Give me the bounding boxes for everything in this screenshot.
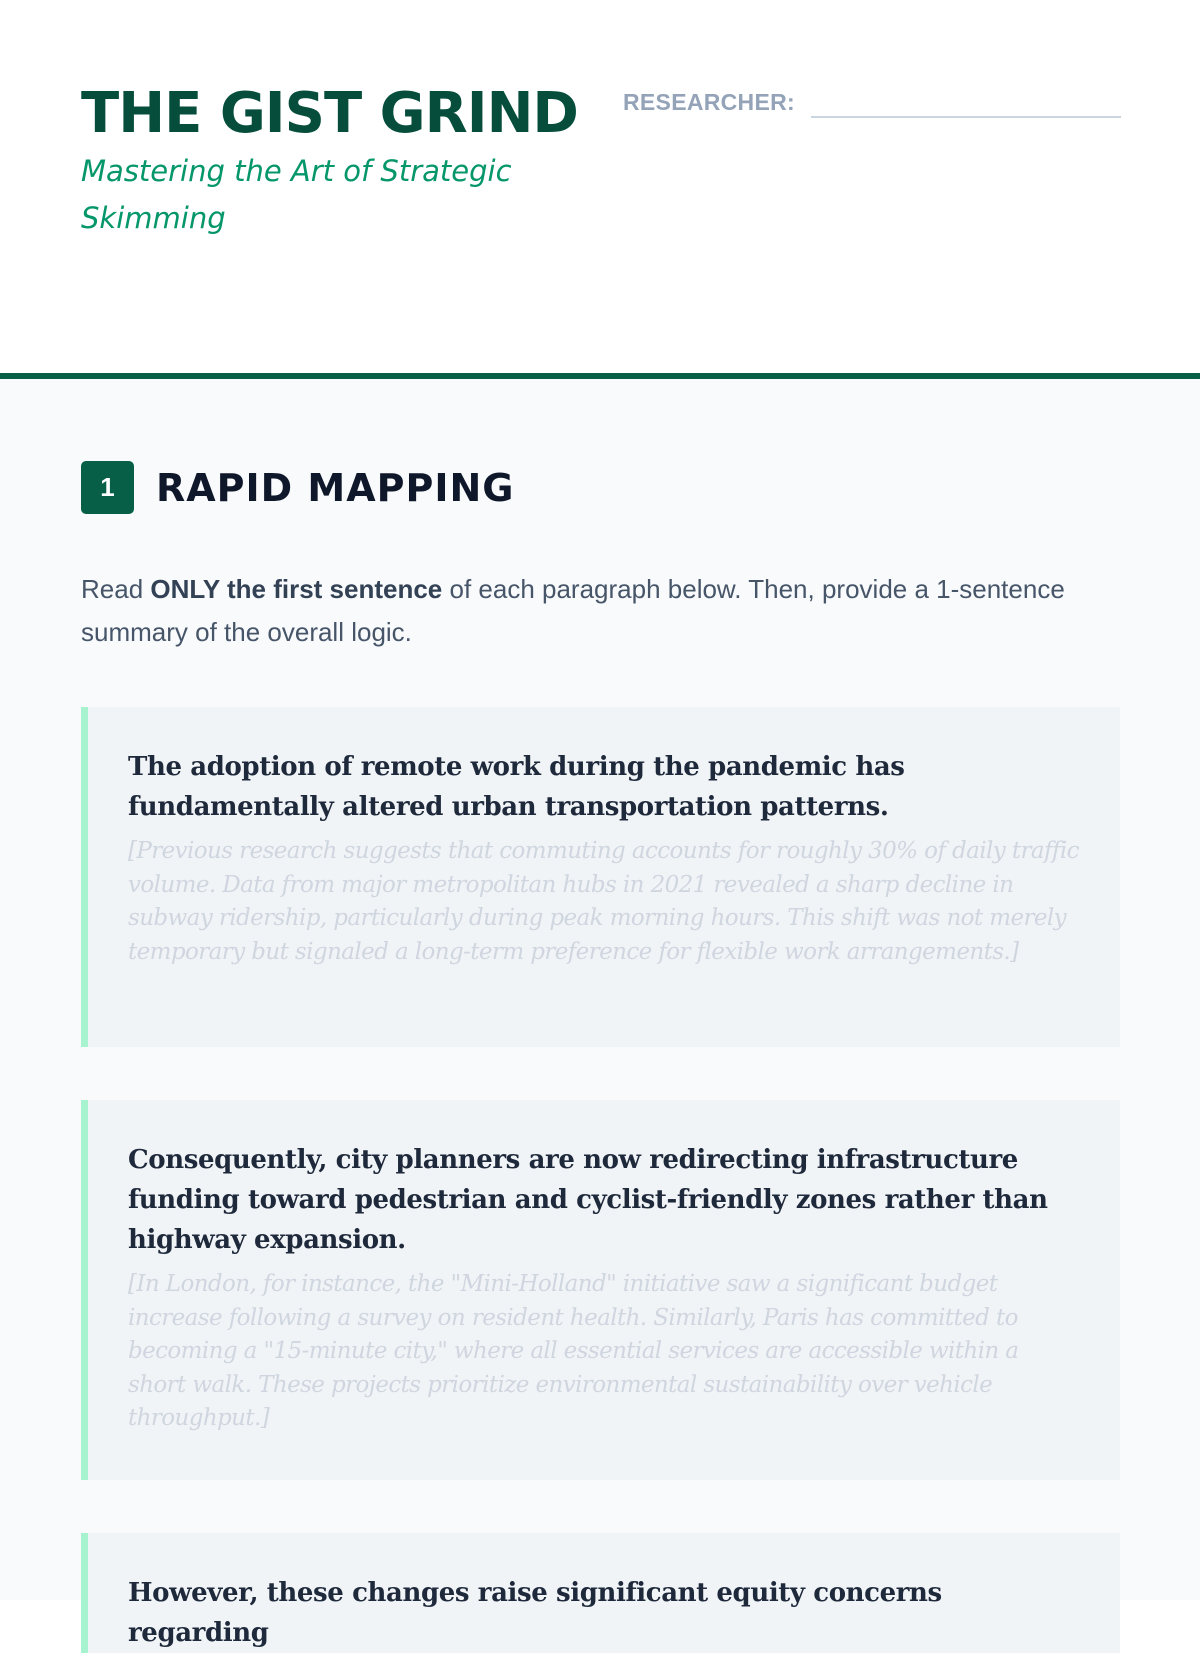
paragraph-lead-sentence: However, these changes raise significant equity concerns regarding xyxy=(128,1578,942,1648)
paragraph-card xyxy=(81,707,1120,1047)
section-heading xyxy=(81,461,515,514)
page-title: THE GIST GRIND xyxy=(81,81,578,146)
paragraph-lead-sentence: The adoption of remote work during the pandemic has fundamentally altered urban transportation patterns. xyxy=(128,752,905,822)
section-instructions xyxy=(81,568,1081,654)
instructions-suffix: of each paragraph below. Then, provide a 1-sentence summary of the overall logic. xyxy=(81,574,1065,647)
paragraph-remaining-text: [Previous research suggests that commuting accounts for roughly 30% of daily traffic volume. Data from major metropolitan hubs in 2021 revealed a sharp decline in subway ridership, particularly during peak morning hours. This shift was not merely temporary but signaled a long-term preference for flexible work arrangements.] xyxy=(128,838,1079,965)
instructions-prefix: Read xyxy=(81,574,151,604)
worksheet-header xyxy=(0,0,1200,375)
section-number-badge: 1 xyxy=(81,461,134,514)
paragraph-lead-sentence: Consequently, city planners are now redirecting infrastructure funding toward pedestrian and cyclist-friendly zones rather than highway expansion. xyxy=(128,1145,1048,1255)
instructions-emphasis: ONLY the first sentence xyxy=(150,574,443,604)
researcher-label: RESEARCHER: xyxy=(623,89,795,115)
researcher-field xyxy=(623,84,1121,118)
brand-block xyxy=(81,80,601,242)
researcher-input-line[interactable] xyxy=(811,84,1121,118)
paragraph-card xyxy=(81,1533,1120,1653)
section-title: RAPID MAPPING xyxy=(156,465,515,510)
paragraph-remaining-text: [In London, for instance, the "Mini-Holland" initiative saw a significant budget increase following a survey on resident health. Similarly, Paris has committed to becoming a "15-minute city," where all essential services are accessible within a short walk. These projects prioritize environmental sustainability over vehicle throughput.] xyxy=(128,1271,1019,1431)
paragraph-card xyxy=(81,1100,1120,1480)
main-content xyxy=(0,379,1200,1648)
page-subtitle: Mastering the Art of Strategic Skimming xyxy=(81,154,512,235)
